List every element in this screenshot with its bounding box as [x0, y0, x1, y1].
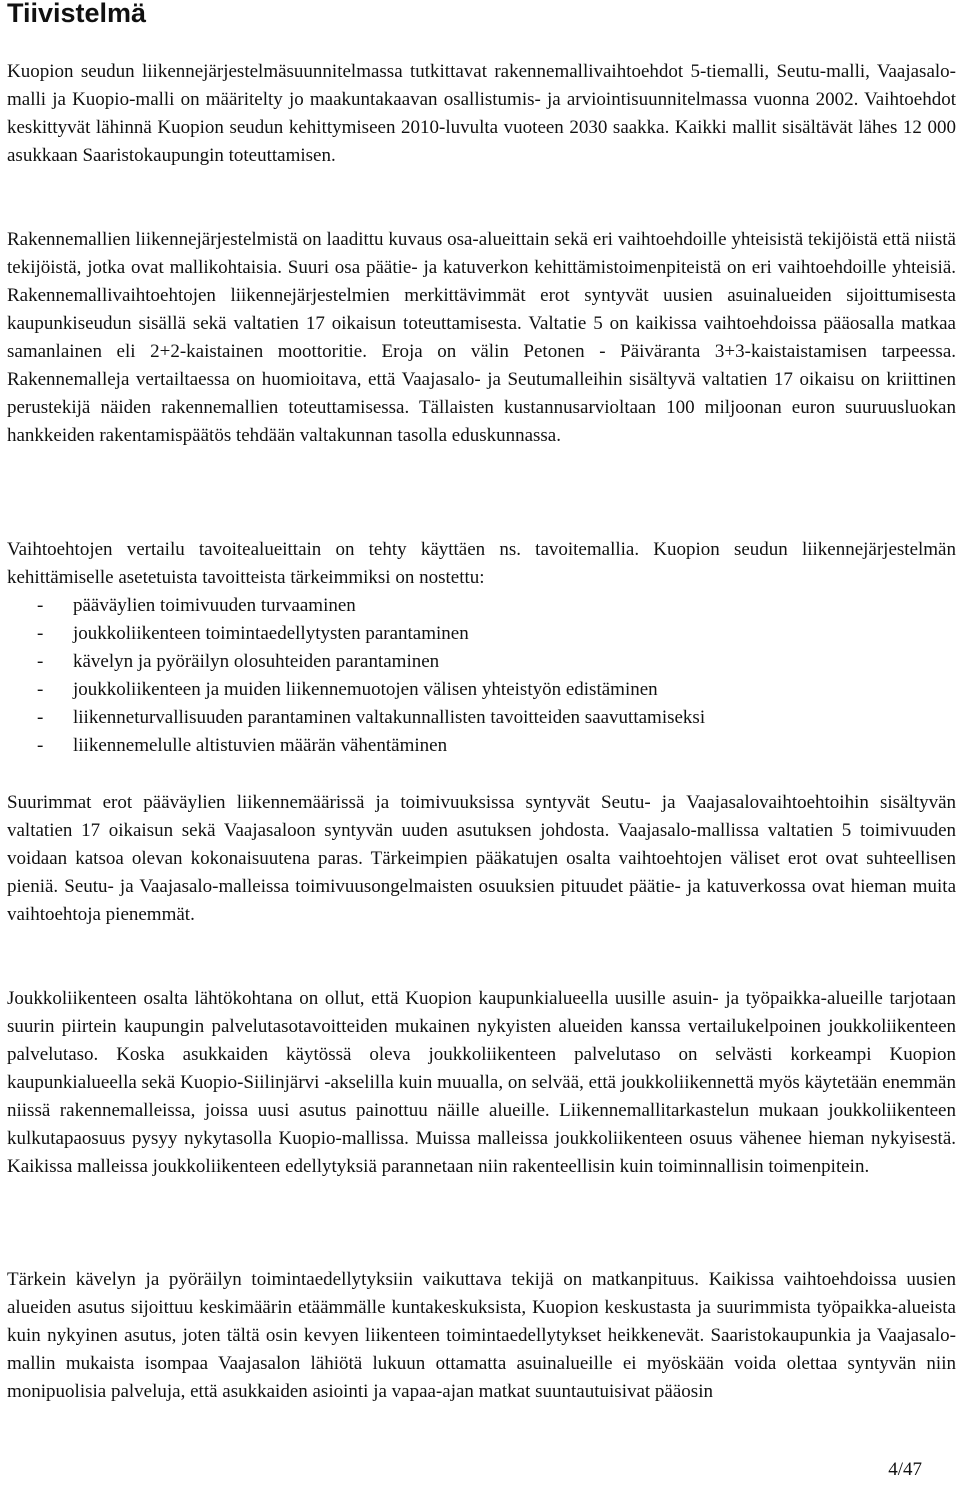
paragraph-walking-cycling: Tärkein kävelyn ja pyöräilyn toimintaedellytyksiin vaikuttava tekijä on matkanpituus. Kaikissa vaihtoehdoissa uusien alueiden asutus sijoittuu keskimäärin etäämmälle kuntakeskuksista, Kuopion keskustasta ja suurimmista työpaikka-alueista kuin nykyinen asutus, joten tältä osin kevyen liikenteen toimintaedellytykset heikkenevät. Saaristokaupunkia ja Vaajasalo-mallin mukaista isompaa Vaajasalon lähiötä lukuun ottamatta asuinalueille ei myöskään voida olettaa syntyvän niin monipuolisia palveluja, että asukkaiden asiointi ja vapaa-ajan matkat suuntautuisivat pääosin	[7, 1269, 956, 1402]
paragraph-transport-systems: Rakennemallien liikennejärjestelmistä on laadittu kuvaus osa-alueittain sekä eri vaihtoehdoille yhteisistä tekijöistä että niistä tekijöistä, jotka ovat mallikohtaisia. Suuri osa päätie- ja katuverkon kehittämistoimenpiteistä on eri vaihtoehdoille yhteisiä. Rakennemallivaihtoehtojen liikennejärjestelmien merkittävimmät erot syntyvät uusien asuinalueiden sijoittumisesta kaupunkiseudun sisällä sekä valtatien 17 oikaisun toteuttamisesta. Valtatie 5 on kaikissa vaihtoehdoissa pääosalla matkaa samanlainen eli 2+2-kaistainen moottoritie. Eroja on välin Petonen - Päiväranta 3+3-kaistaistamisen tarpeessa. Rakennemalleja vertailtaessa on huomioitava, että Vaajasalo- ja Seutumalleihin sisältyvä valtatien 17 oikaisu on kriittinen perustekijä näiden rakennemallien toteuttamisessa. Tällaisten kustannusarvioltaan 100 miljoonan euron suuruusluokan hankkeiden rakentamispäätös tehdään valtakunnan tasolla eduskunnassa.	[7, 229, 956, 446]
list-item-text: pääväylien toimivuuden turvaaminen	[73, 595, 356, 616]
list-item	[7, 620, 956, 648]
paragraph-main-roads: Suurimmat erot pääväylien liikennemäärissä ja toimivuuksissa syntyvät Seutu- ja Vaajasalovaihtoehtoihin sisältyvän valtatien 17 oikaisun sekä Vaajasaloon syntyvän uuden asutuksen johdosta. Vaajasalo-mallissa valtatien 5 toimivuuden voidaan katsoa olevan kokonaisuutena paras. Tärkeimpien pääkatujen osalta vaihtoehtojen väliset erot ovat suhteellisen pieniä. Seutu- ja Vaajasalo-malleissa toimivuusongelmaisten osuuksien pituudet päätie- ja katuverkossa ovat hieman muita vaihtoehtoja pienemmät.	[7, 792, 956, 925]
list-bullet: -	[37, 679, 44, 700]
paragraph-public-transport: Joukkoliikenteen osalta lähtökohtana on ollut, että Kuopion kaupunkialueella uusille asuin- ja työpaikka-alueille tarjotaan suurin piirtein kaupungin palvelutasotavoitteiden mukainen nykyisten alueiden kanssa vertailukelpoinen joukkoliikenteen palvelutaso. Koska asukkaiden käytössä oleva joukkoliikenteen palvelutaso on selvästi korkeampi Kuopion kaupunkialueella sekä Kuopio-Siilinjärvi -akselilla kuin muualla, on selvää, että joukkoliikennettä myös käytetään enemmän niissä rakennemalleissa, joissa uusi asutus painottuu näille alueille. Liikennemallitarkastelun mukaan joukkoliikenteen kulkutapaosuus pysyy nykytasolla Kuopio-mallissa. Muissa malleissa joukkoliikenteen osuus vähenee hieman nykyisestä. Kaikissa malleissa joukkoliikenteen edellytyksiä parannetaan niin rakenteellisin kuin toiminnallisin toimenpitein.	[7, 988, 956, 1177]
list-item	[7, 592, 956, 620]
list-item-text: liikennemelulle altistuvien määrän vähentäminen	[73, 735, 448, 756]
list-item-text: joukkoliikenteen toimintaedellytysten parantaminen	[73, 623, 469, 644]
list-bullet: -	[37, 735, 44, 756]
list-item-text: joukkoliikenteen ja muiden liikennemuotojen välisen yhteistyön edistäminen	[73, 679, 658, 700]
list-bullet: -	[37, 623, 44, 644]
list-item	[7, 676, 956, 704]
paragraph-intro: Kuopion seudun liikennejärjestelmäsuunnitelmassa tutkittavat rakennemallivaihtoehdot 5-tiemalli, Seutu-malli, Vaajasalo-malli ja Kuopio-malli on määritelty jo maakuntakaavan osallistumis- ja arviointisuunnitelmassa vuonna 2002. Vaihtoehdot keskittyvät lähinnä Kuopion seudun kehittymiseen 2010-luvulta vuoteen 2030 saakka. Kaikki mallit sisältävät lähes 12 000 asukkaan Saaristokaupungin toteuttamisen.	[7, 61, 956, 166]
page-title: Tiivistelmä	[7, 0, 147, 28]
list-item	[7, 648, 956, 676]
list-item-text: kävelyn ja pyöräilyn olosuhteiden parantaminen	[73, 651, 440, 672]
list-item-text: liikenneturvallisuuden parantaminen valtakunnallisten tavoitteiden saavuttamiseksi	[73, 707, 706, 728]
paragraph-goal-model: Vaihtoehtojen vertailu tavoitealueittain on tehty käyttäen ns. tavoitemallia. Kuopion seudun liikennejärjestelmän kehittämiselle asetetuista tavoitteista tärkeimmiksi on nostettu:	[7, 539, 956, 588]
list-bullet: -	[37, 651, 44, 672]
goals-list	[7, 592, 956, 760]
list-bullet: -	[37, 595, 44, 616]
list-item	[7, 704, 956, 732]
list-bullet: -	[37, 707, 44, 728]
list-item	[7, 732, 956, 760]
page-number: 4/47	[888, 1459, 922, 1480]
